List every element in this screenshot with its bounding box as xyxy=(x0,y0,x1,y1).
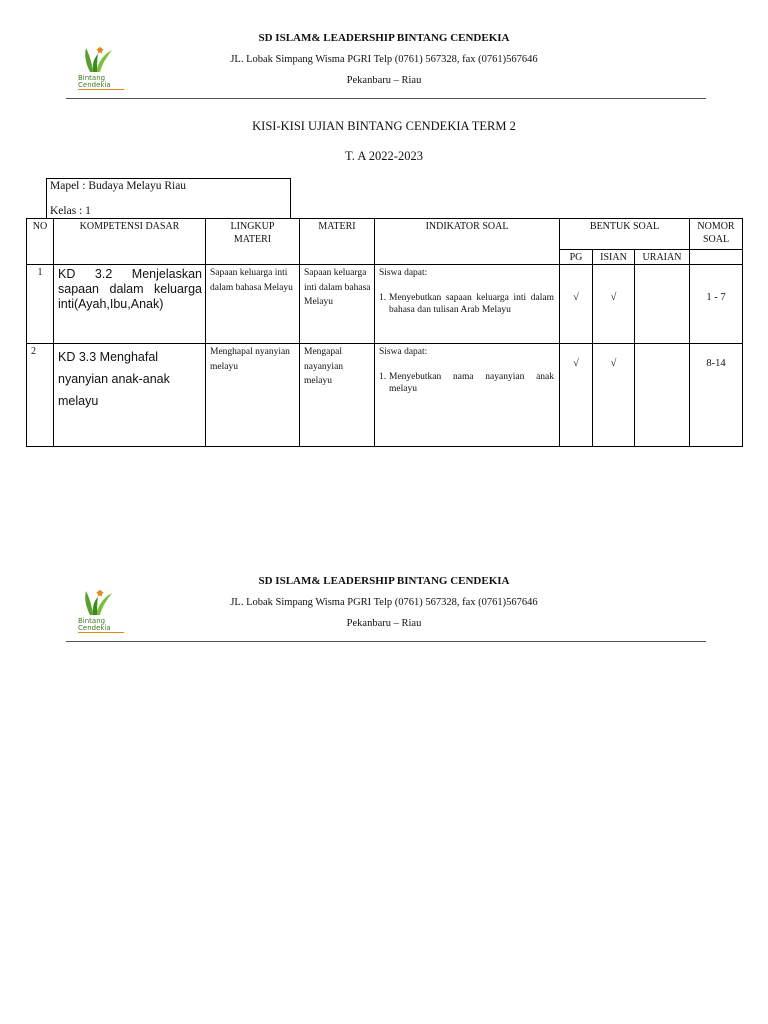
nomor-soal: 8-14 xyxy=(690,344,743,447)
indikator-item xyxy=(379,371,554,395)
school-address: JL. Lobak Simpang Wisma PGRI Telp (0761) 567328, fax (0761)567646 xyxy=(230,54,538,65)
uraian-check xyxy=(635,265,690,344)
subject-info-box xyxy=(46,178,291,219)
school-name: SD ISLAM& LEADERSHIP BINTANG CENDEKIA xyxy=(258,32,510,44)
academic-year: T. A 2022-2023 xyxy=(345,149,423,163)
header-nomor: NOMOR SOAL xyxy=(690,219,743,250)
indikator-item-text: Menyebutkan sapaan keluarga inti dalam bahasa dan tulisan Arab Melayu xyxy=(389,293,554,315)
row-number: 1 xyxy=(27,265,54,344)
kompetensi-dasar: KD 3.3 Menghafal nyanyian anak-anak melayu xyxy=(54,344,206,447)
isian-check: √ xyxy=(593,265,635,344)
table-row xyxy=(27,265,743,344)
header-divider xyxy=(66,98,706,99)
class-label: Kelas : 1 xyxy=(50,205,91,217)
school-city: Pekanbaru – Riau xyxy=(346,75,422,86)
lingkup-materi: Menghapal nyanyian melayu xyxy=(206,344,300,447)
indikator-soal xyxy=(375,265,560,344)
kisi-kisi-table xyxy=(26,218,743,447)
svg-text:Cendekia: Cendekia xyxy=(78,81,111,89)
header-bentuk-soal: BENTUK SOAL xyxy=(560,219,690,250)
header-pg: PG xyxy=(560,250,593,265)
header-no: NO xyxy=(27,219,54,265)
indikator-soal xyxy=(375,344,560,447)
school-address: JL. Lobak Simpang Wisma PGRI Telp (0761) 567328, fax (0761)567646 xyxy=(230,597,538,608)
header-isian: ISIAN xyxy=(593,250,635,265)
pg-check: √ xyxy=(560,344,593,447)
subject-label: Mapel : Budaya Melayu Riau xyxy=(50,180,187,192)
header-kompetensi: KOMPETENSI DASAR xyxy=(54,219,206,265)
row-number: 2 xyxy=(27,344,54,447)
indikator-heading: Siswa dapat: xyxy=(379,347,428,357)
kompetensi-dasar: KD 3.2 Menjelaskan sapaan dalam keluarga inti(Ayah,Ibu,Anak) xyxy=(54,265,206,344)
header-indikator: INDIKATOR SOAL xyxy=(375,219,560,265)
indikator-item-number: 1. xyxy=(379,372,387,382)
indikator-item-number: 1. xyxy=(379,293,387,303)
table-row xyxy=(27,344,743,447)
document-title: KISI-KISI UJIAN BINTANG CENDEKIA TERM 2 xyxy=(252,119,516,133)
school-city: Pekanbaru – Riau xyxy=(346,618,422,629)
materi: Sapaan keluarga inti dalam bahasa Melayu xyxy=(300,265,375,344)
table-header-row xyxy=(27,219,743,250)
header-lingkup: LINGKUP MATERI xyxy=(206,219,300,265)
svg-text:Bintang: Bintang xyxy=(78,617,106,625)
pg-check: √ xyxy=(560,265,593,344)
indikator-heading: Siswa dapat: xyxy=(379,268,428,278)
isian-check: √ xyxy=(593,344,635,447)
indikator-item xyxy=(379,292,554,316)
uraian-check xyxy=(635,344,690,447)
materi: Mengapal nayanyian melayu xyxy=(300,344,375,447)
indikator-item-text: Menyebutkan nama nayanyian anak melayu xyxy=(389,372,554,394)
header-divider xyxy=(66,641,706,642)
header-nomor-blank xyxy=(690,250,743,265)
svg-text:Cendekia: Cendekia xyxy=(78,624,111,632)
header-materi: MATERI xyxy=(300,219,375,265)
school-name: SD ISLAM& LEADERSHIP BINTANG CENDEKIA xyxy=(258,575,510,587)
svg-text:Bintang: Bintang xyxy=(78,74,106,82)
nomor-soal: 1 - 7 xyxy=(690,265,743,344)
header-uraian: URAIAN xyxy=(635,250,690,265)
lingkup-materi: Sapaan keluarga inti dalam bahasa Melayu xyxy=(206,265,300,344)
